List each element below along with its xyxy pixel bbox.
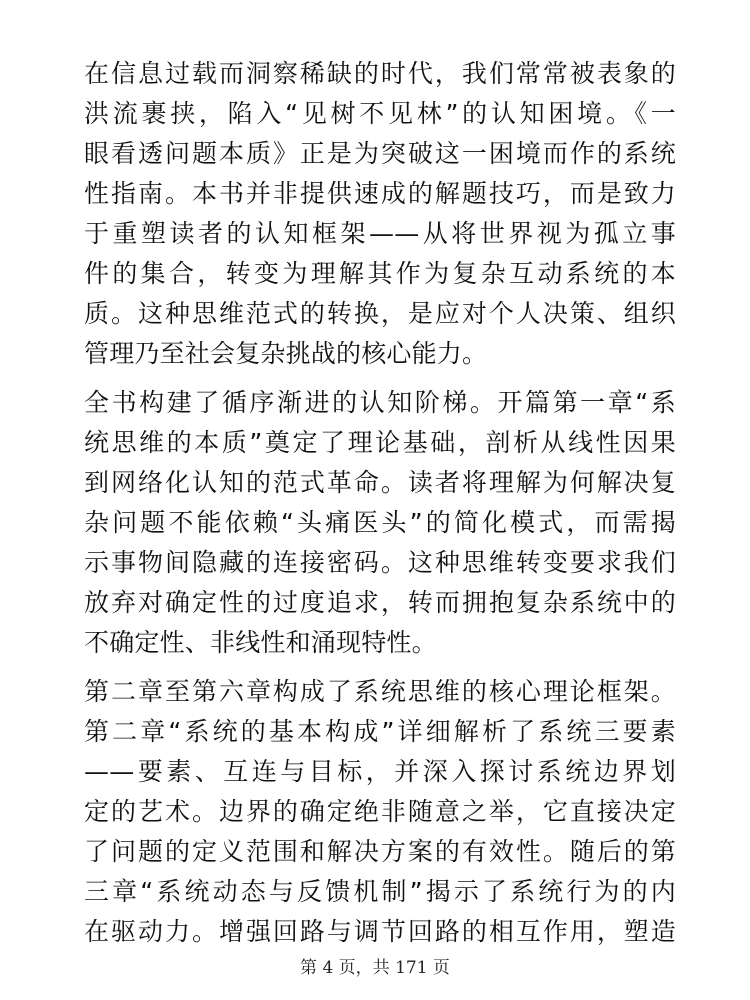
text-line: 眼看透问题本质》正是为突破这一困境而作的系统	[84, 139, 676, 168]
text-line: 定的艺术。边界的确定绝非随意之举，它直接决定	[84, 797, 676, 826]
text-line: 到网络化认知的范式革命。读者将理解为何解决复	[84, 468, 676, 497]
paragraph-3	[84, 672, 676, 952]
text-line: 不确定性、非线性和涌现特性。	[84, 628, 437, 657]
text-line: ——要素、互连与目标，并深入探讨系统边界划	[84, 757, 676, 786]
text-line: 杂问题不能依赖“头痛医头”的简化模式，而需揭	[84, 508, 676, 537]
text-line: 洪流裹挟，陷入“见树不见林”的认知困境。《一	[84, 99, 676, 128]
text-line: 管理乃至社会复杂挑战的核心能力。	[84, 339, 488, 368]
page-number-footer: 第 4 页，共 171 页	[300, 958, 450, 978]
text-line: 第二章“系统的基本构成”详细解析了系统三要素	[84, 717, 676, 746]
text-line: 全书构建了循序渐进的认知阶梯。开篇第一章“系	[84, 388, 676, 417]
text-line: 三章“系统动态与反馈机制”揭示了系统行为的内	[84, 877, 676, 906]
paragraph-1	[84, 54, 676, 374]
text-line: 放弃对确定性的过度追求，转而拥抱复杂系统中的	[84, 588, 676, 617]
text-line: 第二章至第六章构成了系统思维的核心理论框架。	[84, 677, 676, 706]
text-line: 性指南。本书并非提供速成的解题技巧，而是致力	[84, 179, 676, 208]
text-line: 示事物间隐藏的连接密码。这种思维转变要求我们	[84, 548, 676, 577]
text-line: 统思维的本质”奠定了理论基础，剖析从线性因果	[84, 428, 676, 457]
text-line: 于重塑读者的认知框架——从将世界视为孤立事	[84, 219, 676, 248]
body-text	[84, 54, 676, 961]
text-line: 在信息过载而洞察稀缺的时代，我们常常被表象的	[84, 59, 676, 88]
paragraph-2	[84, 383, 676, 663]
text-line: 了问题的定义范围和解决方案的有效性。随后的第	[84, 837, 676, 866]
text-line: 件的集合，转变为理解其作为复杂互动系统的本	[84, 259, 676, 288]
text-line: 在驱动力。增强回路与调节回路的相互作用，塑造	[84, 917, 676, 946]
text-line: 质。这种思维范式的转换，是应对个人决策、组织	[84, 299, 676, 328]
